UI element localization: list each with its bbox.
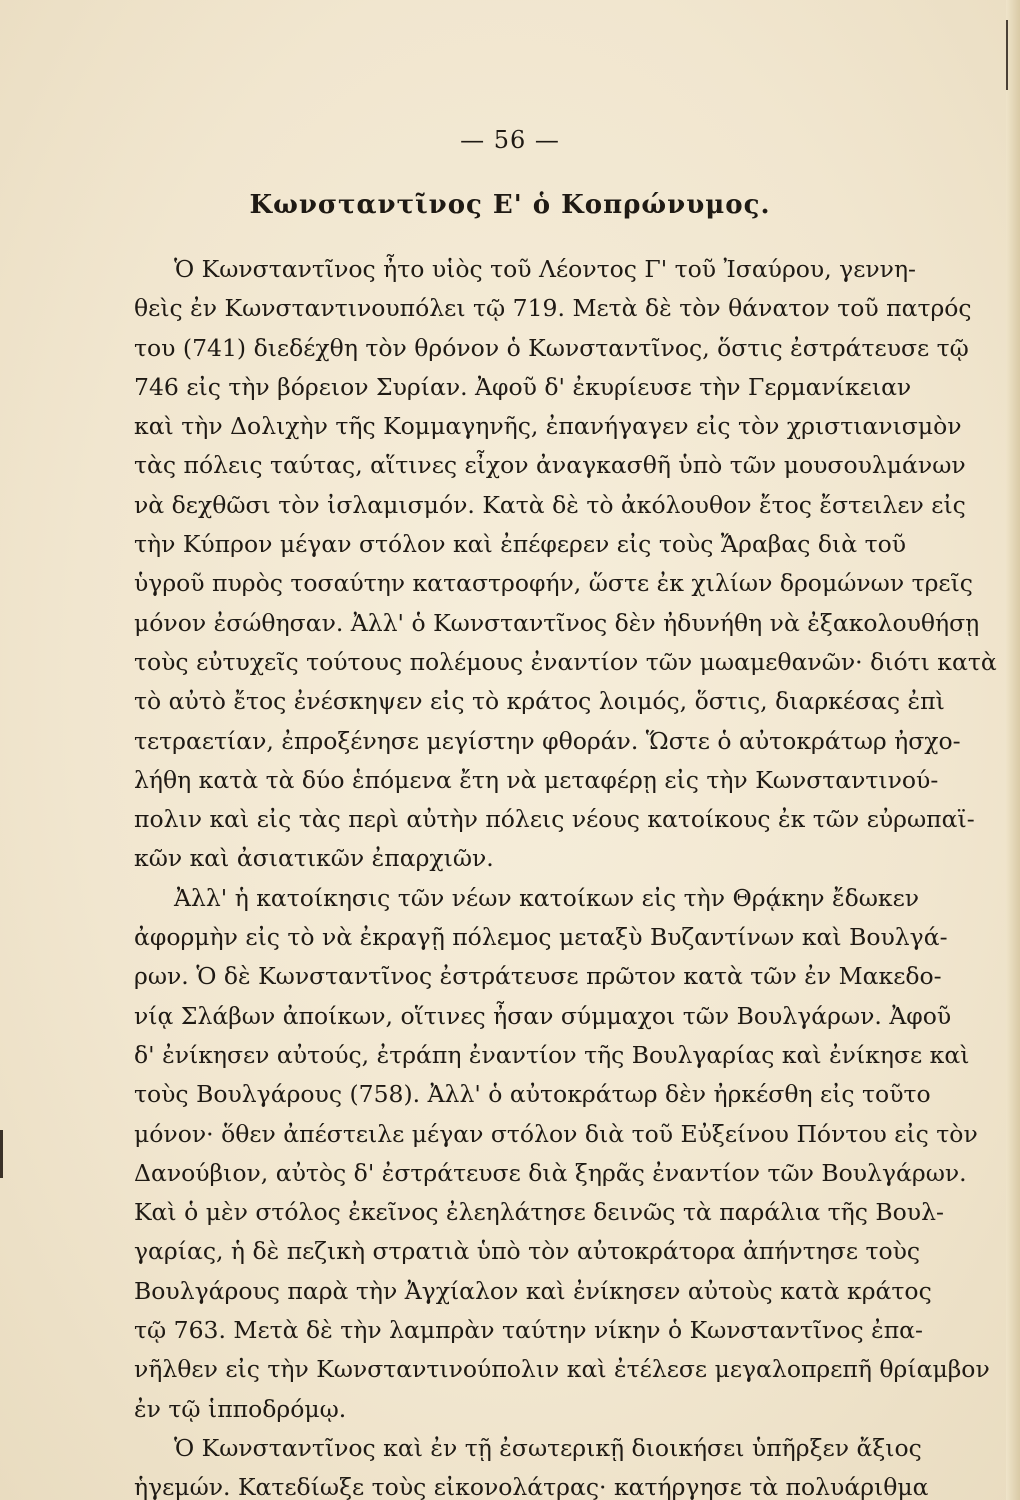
text-line: τῷ 763. Μετὰ δὲ τὴν λαμπρὰν ταύτην νίκην ὁ Κωνσταντῖνος ἐπα- <box>134 1316 923 1345</box>
text-line: τοὺς εὐτυχεῖς τούτους πολέμους ἐναντίον τῶν μωαμεθανῶν· διότι κατὰ <box>134 647 997 676</box>
text-line: νῆλθεν εἰς τὴν Κωνσταντινούπολιν καὶ ἐτέλεσε μεγαλοπρεπῆ θρίαμβον <box>134 1355 990 1384</box>
chapter-title: Κωνσταντῖνος Ε' ὁ Κοπρώνυμος. <box>249 190 771 220</box>
text-line: ὑγροῦ πυρὸς τοσαύτην καταστροφήν, ὥστε ἐκ χιλίων δρομώνων τρεῖς <box>134 569 973 598</box>
body-text <box>134 250 997 1500</box>
text-line: ἀφορμὴν εἰς τὸ νὰ ἐκραγῇ πόλεμος μεταξὺ Βυζαντίνων καὶ Βουλγά- <box>134 923 948 952</box>
text-line: γαρίας, ἡ δὲ πεζικὴ στρατιὰ ὑπὸ τὸν αὐτοκράτορα ἀπήντησε τοὺς <box>134 1237 921 1266</box>
text-line: μόνον ἐσώθησαν. Ἀλλ' ὁ Κωνσταντῖνος δὲν ἠδυνήθη νὰ ἐξακολουθήσῃ <box>134 608 980 637</box>
text-line: ρων. Ὁ δὲ Κωνσταντῖνος ἐστράτευσε πρῶτον κατὰ τῶν ἐν Μακεδο- <box>134 962 942 991</box>
text-line: μόνον· ὅθεν ἀπέστειλε μέγαν στόλον διὰ τοῦ Εὐξείνου Πόντου εἰς τὸν <box>134 1119 978 1148</box>
text-line: πολιν καὶ εἰς τὰς περὶ αὐτὴν πόλεις νέους κατοίκους ἐκ τῶν εὐρωπαϊ- <box>134 805 975 834</box>
text-line: τοὺς Βουλγάρους (758). Ἀλλ' ὁ αὐτοκράτωρ δὲν ἠρκέσθη εἰς τοῦτο <box>134 1080 931 1109</box>
text-line: νίᾳ Σλάβων ἀποίκων, οἵτινες ἦσαν σύμμαχοι τῶν Βουλγάρων. Ἀφοῦ <box>134 1001 952 1030</box>
text-line: τετραετίαν, ἐπροξένησε μεγίστην φθοράν. Ὥστε ὁ αὐτοκράτωρ ἠσχο- <box>134 726 961 755</box>
text-line: θεὶς ἐν Κωνσταντινουπόλει τῷ 719. Μετὰ δὲ τὸν θάνατον τοῦ πατρός <box>134 294 972 323</box>
text-line: τὰς πόλεις ταύτας, αἵτινες εἶχον ἀναγκασθῆ ὑπὸ τῶν μουσουλμάνων <box>134 451 966 480</box>
text-line: δ' ἐνίκησεν αὐτούς, ἐτράπη ἐναντίον τῆς Βουλγαρίας καὶ ἐνίκησε καὶ <box>134 1040 970 1069</box>
text-line: 746 εἰς τὴν βόρειον Συρίαν. Ἀφοῦ δ' ἐκυρίευσε τὴν Γερμανίκειαν <box>134 372 912 401</box>
text-line: τὸ αὐτὸ ἔτος ἐνέσκηψεν εἰς τὸ κράτος λοιμός, ὅστις, διαρκέσας ἐπὶ <box>134 687 945 716</box>
page-edge <box>1006 0 1020 1500</box>
margin-mark <box>0 1130 9 1178</box>
text-line: λήθη κατὰ τὰ δύο ἑπόμενα ἔτη νὰ μεταφέρῃ εἰς τὴν Κωνσταντινού- <box>134 765 939 794</box>
text-line: Ὁ Κωνσταντῖνος ἦτο υἱὸς τοῦ Λέοντος Γ' τοῦ Ἰσαύρου, γεννη- <box>174 255 916 283</box>
text-line: Δανούβιον, αὐτὸς δ' ἐστράτευσε διὰ ξηρᾶς ἐναντίον τῶν Βουλγάρων. <box>134 1158 967 1187</box>
edge-mark <box>1006 20 1008 90</box>
page-number: — 56 — <box>460 126 560 154</box>
text-line: ἐν τῷ ἱπποδρόμῳ. <box>134 1394 347 1423</box>
text-line: Ὁ Κωνσταντῖνος καὶ ἐν τῇ ἐσωτερικῇ διοικήσει ὑπῆρξεν ἄξιος <box>174 1433 922 1462</box>
text-line: τὴν Κύπρον μέγαν στόλον καὶ ἐπέφερεν εἰς τοὺς Ἄραβας διὰ τοῦ <box>134 530 907 559</box>
text-line: ἡγεμών. Κατεδίωξε τοὺς εἰκονολάτρας· κατήργησε τὰ πολυάριθμα <box>134 1473 929 1500</box>
text-line: Ἀλλ' ἡ κατοίκησις τῶν νέων κατοίκων εἰς τὴν Θρᾴκην ἔδωκεν <box>174 883 920 912</box>
text-line: Καὶ ὁ μὲν στόλος ἐκεῖνος ἐλεηλάτησε δεινῶς τὰ παράλια τῆς Βουλ- <box>134 1198 944 1227</box>
text-line: του (741) διεδέχθη τὸν θρόνον ὁ Κωνσταντῖνος, ὅστις ἐστράτευσε τῷ <box>134 333 969 362</box>
text-line: καὶ τὴν Δολιχὴν τῆς Κομμαγηνῆς, ἐπανήγαγεν εἰς τὸν χριστιανισμὸν <box>134 412 962 441</box>
text-line: νὰ δεχθῶσι τὸν ἰσλαμισμόν. Κατὰ δὲ τὸ ἀκόλουθον ἔτος ἔστειλεν εἰς <box>134 490 966 519</box>
text-line: κῶν καὶ ἀσιατικῶν ἐπαρχιῶν. <box>134 844 494 873</box>
text-line: Βουλγάρους παρὰ τὴν Ἀγχίαλον καὶ ἐνίκησεν αὐτοὺς κατὰ κράτος <box>134 1276 932 1305</box>
